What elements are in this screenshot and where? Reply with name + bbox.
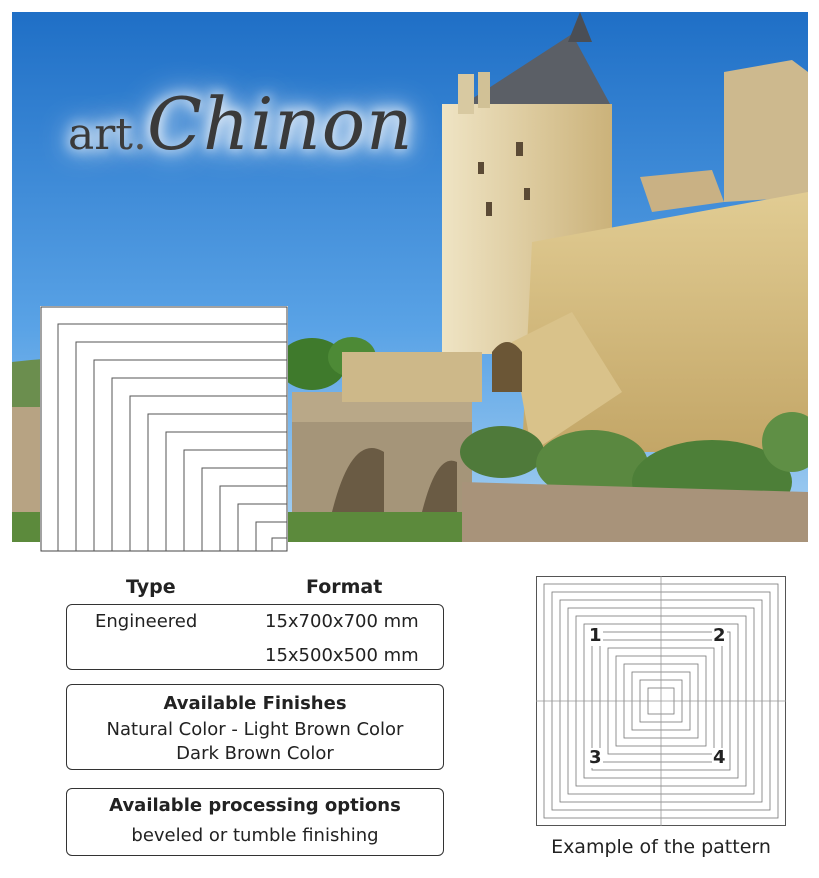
type-format-box: [66, 604, 444, 670]
processing-box: [66, 788, 444, 856]
format-header: Format: [306, 576, 383, 598]
pattern-lines: [536, 576, 786, 826]
plank-layout-lines: [40, 306, 288, 552]
quadrant-label-3: 3: [589, 747, 602, 768]
processing-line-1: beveled or tumble finishing: [131, 825, 379, 846]
finishes-title: Available Finishes: [163, 693, 347, 714]
quadrant-label-1: 1: [589, 625, 602, 646]
processing-title: Available processing options: [109, 795, 401, 816]
quadrant-label-4: 4: [713, 747, 726, 768]
brand-logo: [68, 82, 414, 166]
pattern-example: [536, 576, 786, 826]
quadrant-label-2: 2: [713, 625, 726, 646]
brand-prefix: art.: [68, 109, 147, 160]
type-header: Type: [126, 576, 176, 598]
finishes-box: [66, 684, 444, 770]
finishes-line-2: Dark Brown Color: [176, 743, 334, 764]
type-value: Engineered: [95, 611, 198, 632]
format-value-2: 15x500x500 mm: [265, 645, 419, 666]
format-value-1: 15x700x700 mm: [265, 611, 419, 632]
brand-name: Chinon: [146, 82, 414, 166]
plank-layout-diagram: [40, 306, 288, 552]
finishes-line-1: Natural Color - Light Brown Color: [106, 719, 404, 740]
pattern-caption: Example of the pattern: [551, 836, 771, 858]
